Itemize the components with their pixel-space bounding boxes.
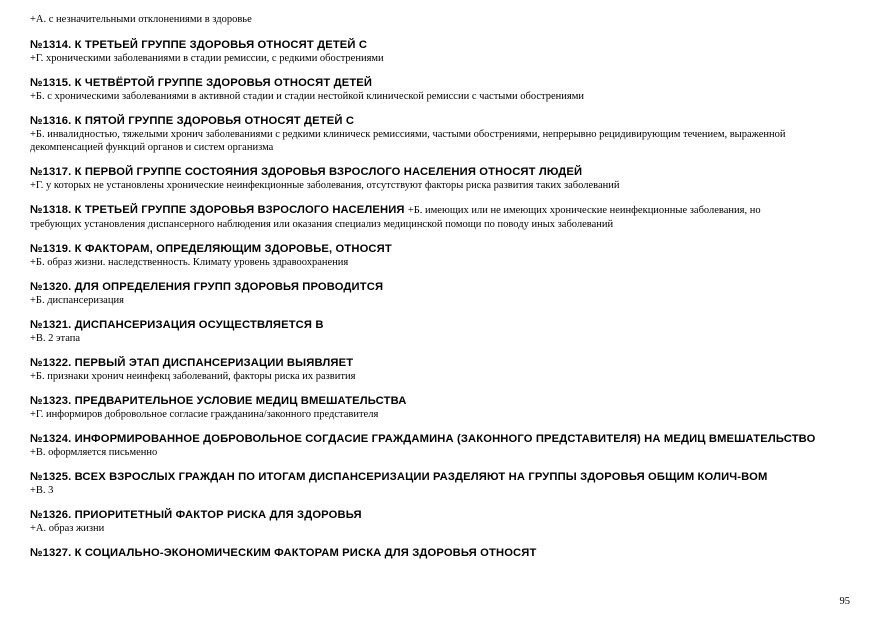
question-1326 xyxy=(30,508,860,535)
answer-text: +Б. признаки хронич неинфекц заболеваний, факторы риска их развития xyxy=(30,371,356,382)
question-1324 xyxy=(30,432,860,459)
question-1319 xyxy=(30,242,860,269)
question-1318 xyxy=(30,203,860,231)
question-1314 xyxy=(30,38,860,65)
question-1325 xyxy=(30,470,860,497)
question-1323 xyxy=(30,394,860,421)
question-1316 xyxy=(30,114,860,154)
question-text: №1320. ДЛЯ ОПРЕДЕЛЕНИЯ ГРУПП ЗДОРОВЬЯ ПРОВОДИТСЯ xyxy=(30,281,384,293)
answer-text: +В. 3 xyxy=(30,485,54,496)
answer-text: +В. оформляется письменно xyxy=(30,447,158,458)
question-text: №1315. К ЧЕТВЁРТОЙ ГРУППЕ ЗДОРОВЬЯ ОТНОСЯТ ДЕТЕЙ xyxy=(30,77,373,89)
question-1317 xyxy=(30,165,860,192)
answer-text: +Г. информиров добровольное согласие гражданина/законного представителя xyxy=(30,409,379,420)
answer-text: +Б. диспансеризация xyxy=(30,295,124,306)
answer-text: +Б. образ жизни. наследственность. Климату уровень здравоохранения xyxy=(30,257,349,268)
answer-text: +Г. хроническими заболеваниями в стадии ремиссии, с редкими обострениями xyxy=(30,53,384,64)
question-text: №1321. ДИСПАНСЕРИЗАЦИЯ ОСУЩЕСТВЛЯЕТСЯ В xyxy=(30,319,324,331)
document-page xyxy=(30,13,860,571)
page-number: 95 xyxy=(839,596,850,607)
question-text: №1323. ПРЕДВАРИТЕЛЬНОЕ УСЛОВИЕ МЕДИЦ ВМЕШАТЕЛЬСТВА xyxy=(30,395,407,407)
answer-text: +А. образ жизни xyxy=(30,523,105,534)
question-text: №1322. ПЕРВЫЙ ЭТАП ДИСПАНСЕРИЗАЦИИ ВЫЯВЛЯЕТ xyxy=(30,357,354,369)
question-1327 xyxy=(30,546,860,560)
answer-text: +Г. у которых не установлены хронические неинфекционные заболевания, отсутствуют факторы риска развития таких заболеваний xyxy=(30,180,620,191)
question-text: №1317. К ПЕРВОЙ ГРУППЕ СОСТОЯНИЯ ЗДОРОВЬЯ ВЗРОСЛОГО НАСЕЛЕНИЯ ОТНОСЯТ ЛЮДЕЙ xyxy=(30,166,583,178)
answer-inline-text: +Б. имеющих или не имеющих хронические неинфекционные заболевания, но xyxy=(407,205,761,216)
answer-text: +В. 2 этапа xyxy=(30,333,81,344)
answer-text: +Б. с хроническими заболеваниями в активной стадии и стадии нестойкой клинической ремиссии с частыми обострениями xyxy=(30,91,584,102)
lead-answer: +А. с незначительными отклонениями в здоровье xyxy=(30,14,252,25)
question-text: №1314. К ТРЕТЬЕЙ ГРУППЕ ЗДОРОВЬЯ ОТНОСЯТ ДЕТЕЙ С xyxy=(30,39,368,51)
answer-text: +Б. инвалидностью, тяжелыми хронич заболеваниями с редкими клиническ ремиссиями, частыми обострениями, непрерывно рецидивирующим течением, выраженной декомпенсацией функций органов и систем организма xyxy=(30,129,786,153)
question-text: №1319. К ФАКТОРАМ, ОПРЕДЕЛЯЮЩИМ ЗДОРОВЬЕ, ОТНОСЯТ xyxy=(30,243,392,255)
question-title: №1318. К ТРЕТЬЕЙ ГРУППЕ ЗДОРОВЬЯ ВЗРОСЛОГО НАСЕЛЕНИЯ xyxy=(30,204,405,216)
question-1322 xyxy=(30,356,860,383)
question-1320 xyxy=(30,280,860,307)
question-text xyxy=(30,203,860,218)
question-1315 xyxy=(30,76,860,103)
answer-text: требующих установления диспансерного наблюдения или оказания специализ медицинской помощи по поводу иных заболеваний xyxy=(30,219,614,230)
question-text: №1326. ПРИОРИТЕТНЫЙ ФАКТОР РИСКА ДЛЯ ЗДОРОВЬЯ xyxy=(30,509,362,521)
question-text: №1327. К СОЦИАЛЬНО-ЭКОНОМИЧЕСКИМ ФАКТОРАМ РИСКА ДЛЯ ЗДОРОВЬЯ ОТНОСЯТ xyxy=(30,547,537,559)
question-text: №1324. ИНФОРМИРОВАННОЕ ДОБРОВОЛЬНОЕ СОГДАСИЕ ГРАЖДАМИНА (ЗАКОННОГО ПРЕДСТАВИТЕЛЯ) НА МЕДИЦ ВМЕШАТЕЛЬСТВО xyxy=(30,433,816,445)
question-1321 xyxy=(30,318,860,345)
question-text: №1325. ВСЕХ ВЗРОСЛЫХ ГРАЖДАН ПО ИТОГАМ ДИСПАНСЕРИЗАЦИИ РАЗДЕЛЯЮТ НА ГРУППЫ ЗДОРОВЬЯ ОБЩИМ КОЛИЧ-ВОМ xyxy=(30,471,768,483)
question-text: №1316. К ПЯТОЙ ГРУППЕ ЗДОРОВЬЯ ОТНОСЯТ ДЕТЕЙ С xyxy=(30,115,355,127)
